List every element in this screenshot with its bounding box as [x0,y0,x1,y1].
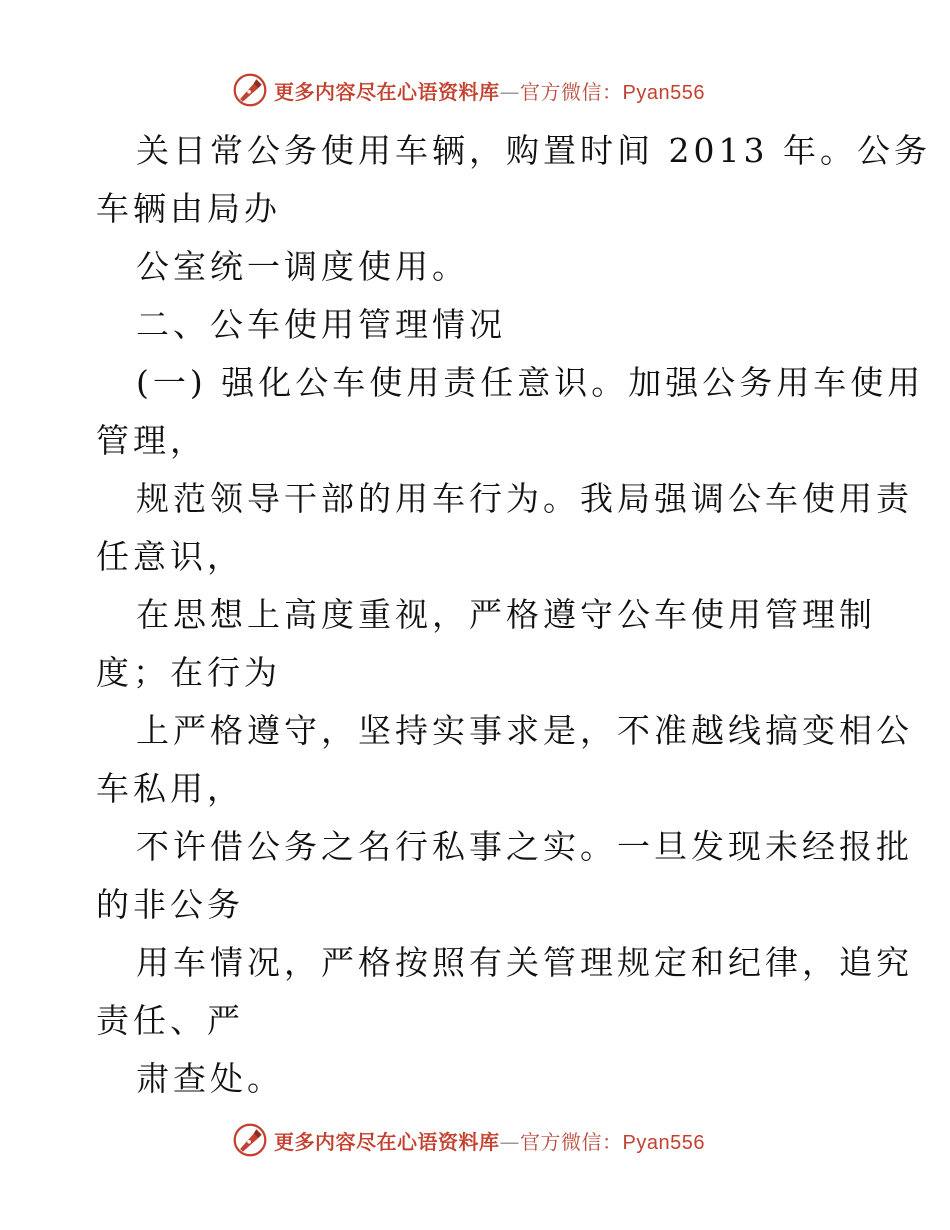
text-line: 的非公务 [96,885,244,924]
text-line: 责任、严 [96,1001,244,1040]
banner-wechat-id: Pyan556 [622,81,705,104]
footer-banner [232,1120,705,1160]
text-line: 关日常公务使用车辆，购置时间 2013 年。公务 [136,131,931,170]
banner-dash: — [499,1129,520,1154]
banner-text [274,1126,705,1155]
banner-site-name: 更多内容尽在心语资料库 [274,79,500,104]
text-line: 度；在行为 [96,653,281,692]
header-banner [232,70,705,110]
banner-site-name: 更多内容尽在心语资料库 [274,1129,500,1154]
text-line: 上严格遵守，坚持实事求是，不准越线搞变相公 [136,711,913,750]
text-line: 用车情况，严格按照有关管理规定和纪律，追究 [136,943,913,982]
banner-wechat-label: 官方微信： [520,79,623,104]
text-line: 肃查处。 [136,1059,284,1098]
text-line: 规范领导干部的用车行为。我局强调公车使用责 [136,479,913,518]
text-line: 在思想上高度重视，严格遵守公车使用管理制 [136,595,876,634]
document-body [96,122,931,1108]
text-line: 车私用， [96,769,244,808]
banner-text [274,76,705,105]
banner-wechat-id: Pyan556 [622,1131,705,1154]
text-line: (一) 强化公车使用责任意识。加强公务用车使用 [136,363,925,402]
pen-nib-logo-icon [232,72,268,108]
section-heading: 二、公车使用管理情况 [136,305,506,344]
text-line: 任意识， [96,537,244,576]
banner-dash: — [499,79,520,104]
text-line: 不许借公务之名行私事之实。一旦发现未经报批 [136,827,913,866]
pen-nib-logo-icon [232,1122,268,1158]
text-line: 车辆由局办 [96,189,281,228]
text-line: 管理， [96,421,207,460]
text-line: 公室统一调度使用。 [136,247,469,286]
banner-wechat-label: 官方微信： [520,1129,623,1154]
